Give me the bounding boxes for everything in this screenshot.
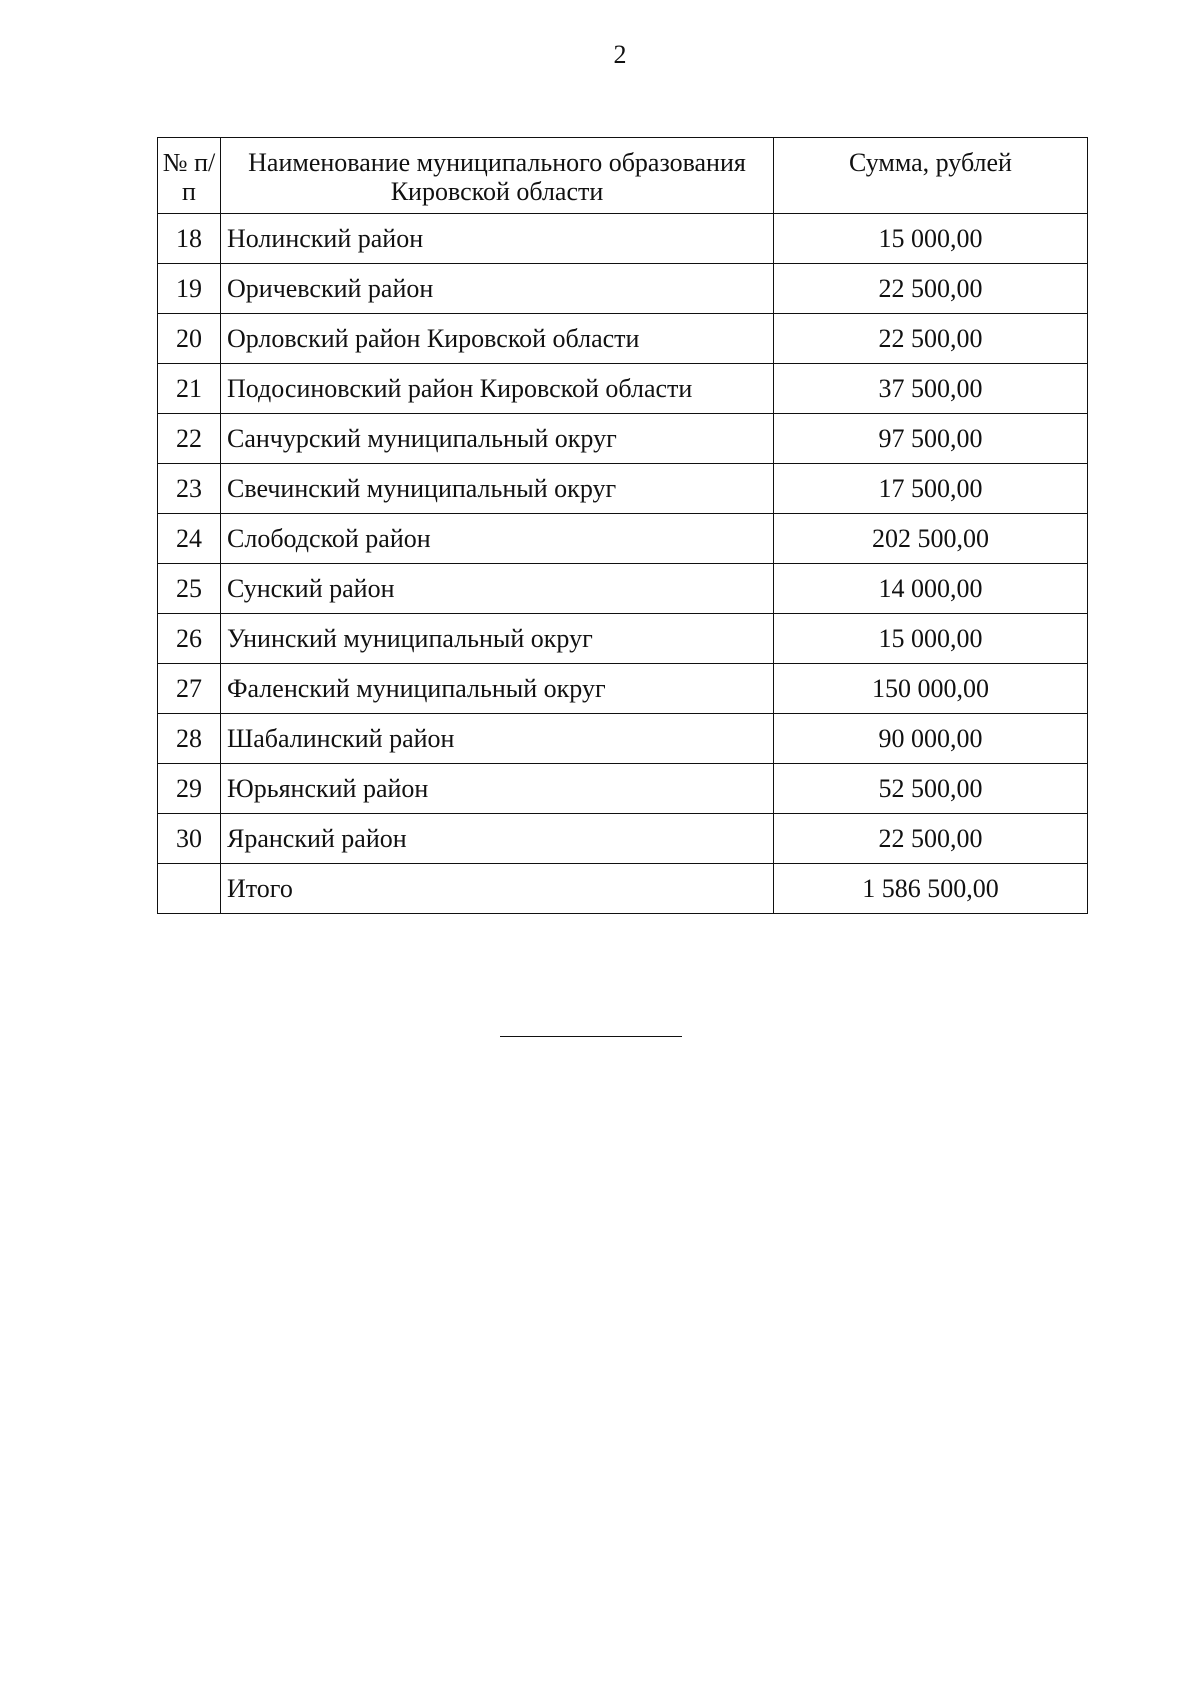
table-row xyxy=(158,664,1088,714)
row-municipality: Шабалинский район xyxy=(221,714,774,764)
row-number: 21 xyxy=(158,364,221,414)
row-sum: 22 500,00 xyxy=(774,314,1088,364)
row-municipality: Оричевский район xyxy=(221,264,774,314)
row-municipality: Фаленский муниципальный округ xyxy=(221,664,774,714)
row-sum: 150 000,00 xyxy=(774,664,1088,714)
total-number xyxy=(158,864,221,914)
table-body xyxy=(158,214,1088,914)
table-row xyxy=(158,514,1088,564)
row-sum: 22 500,00 xyxy=(774,264,1088,314)
row-municipality: Сунский район xyxy=(221,564,774,614)
row-number: 29 xyxy=(158,764,221,814)
table-row xyxy=(158,814,1088,864)
row-sum: 17 500,00 xyxy=(774,464,1088,514)
table-row xyxy=(158,414,1088,464)
header-number: № п/п xyxy=(158,138,221,214)
row-sum: 14 000,00 xyxy=(774,564,1088,614)
closing-divider xyxy=(500,1036,682,1037)
table-row xyxy=(158,464,1088,514)
row-municipality: Орловский район Кировской области xyxy=(221,314,774,364)
row-number: 24 xyxy=(158,514,221,564)
table-row xyxy=(158,264,1088,314)
table-row xyxy=(158,364,1088,414)
row-sum: 15 000,00 xyxy=(774,214,1088,264)
total-sum: 1 586 500,00 xyxy=(774,864,1088,914)
allocation-table xyxy=(157,137,1088,914)
row-number: 20 xyxy=(158,314,221,364)
total-row xyxy=(158,864,1088,914)
row-sum: 97 500,00 xyxy=(774,414,1088,464)
row-number: 30 xyxy=(158,814,221,864)
row-sum: 90 000,00 xyxy=(774,714,1088,764)
row-sum: 22 500,00 xyxy=(774,814,1088,864)
table-row xyxy=(158,564,1088,614)
row-number: 22 xyxy=(158,414,221,464)
row-municipality: Юрьянский район xyxy=(221,764,774,814)
header-municipality-name: Наименование муниципального образования Кировской области xyxy=(221,138,774,214)
row-municipality: Яранский район xyxy=(221,814,774,864)
row-municipality: Подосиновский район Кировской области xyxy=(221,364,774,414)
table-header-row xyxy=(158,138,1088,214)
row-sum: 202 500,00 xyxy=(774,514,1088,564)
table-row xyxy=(158,214,1088,264)
table-row xyxy=(158,714,1088,764)
row-number: 26 xyxy=(158,614,221,664)
table-row xyxy=(158,614,1088,664)
row-municipality: Слободской район xyxy=(221,514,774,564)
header-sum: Сумма, рублей xyxy=(774,138,1088,214)
row-municipality: Нолинский район xyxy=(221,214,774,264)
table-row xyxy=(158,764,1088,814)
total-label: Итого xyxy=(221,864,774,914)
page-number: 2 xyxy=(613,40,627,69)
row-sum: 15 000,00 xyxy=(774,614,1088,664)
table-row xyxy=(158,314,1088,364)
row-municipality: Санчурский муниципальный округ xyxy=(221,414,774,464)
row-number: 25 xyxy=(158,564,221,614)
row-number: 28 xyxy=(158,714,221,764)
row-sum: 52 500,00 xyxy=(774,764,1088,814)
row-number: 18 xyxy=(158,214,221,264)
row-number: 23 xyxy=(158,464,221,514)
row-number: 19 xyxy=(158,264,221,314)
row-number: 27 xyxy=(158,664,221,714)
row-municipality: Свечинский муниципальный округ xyxy=(221,464,774,514)
row-sum: 37 500,00 xyxy=(774,364,1088,414)
row-municipality: Унинский муниципальный округ xyxy=(221,614,774,664)
